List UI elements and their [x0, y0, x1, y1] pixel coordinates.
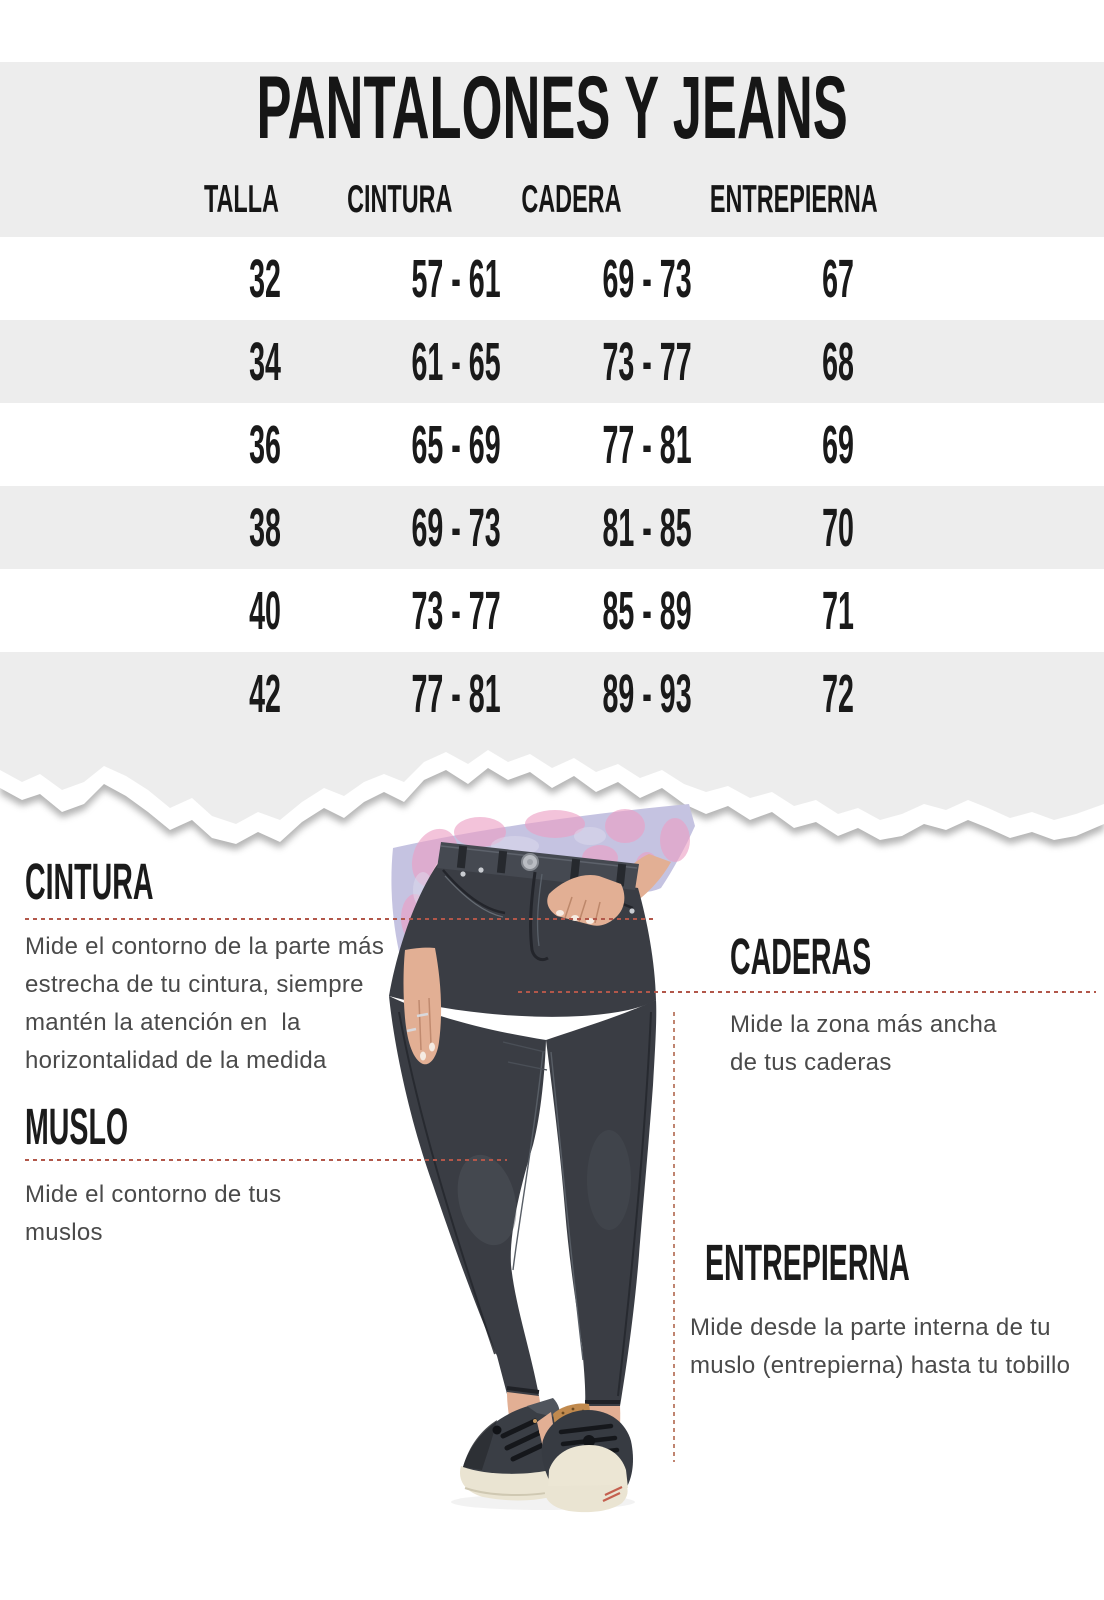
table-row — [0, 652, 1104, 735]
header-talla: TALLA — [203, 178, 279, 221]
cell-talla: 42 — [249, 663, 282, 724]
cell-cadera: 77 - 81 — [602, 414, 693, 475]
header-cadera: CADERA — [520, 178, 622, 221]
cell-talla: 32 — [249, 248, 282, 309]
table-row — [0, 237, 1104, 320]
muslo-heading: MUSLO — [25, 1098, 129, 1155]
caderas-measure-line — [518, 991, 1096, 993]
cell-entrepierna: 67 — [822, 248, 855, 309]
table-row — [0, 569, 1104, 652]
cintura-description: Mide el contorno de la parte más estrecha de tu cintura, siempre mantén la atención en la horizontalidad de la medida — [25, 933, 385, 1074]
entrepierna-measure-line — [673, 1012, 675, 1462]
header-cintura: CINTURA — [347, 178, 453, 221]
size-table — [0, 237, 1104, 735]
cell-talla: 40 — [249, 580, 282, 641]
cell-entrepierna: 70 — [822, 497, 855, 558]
caderas-description: Mide la zona más ancha de tus caderas — [730, 1011, 997, 1076]
table-row — [0, 320, 1104, 403]
table-row — [0, 403, 1104, 486]
cell-entrepierna: 68 — [822, 331, 855, 392]
cell-cadera: 69 - 73 — [602, 248, 693, 309]
cell-entrepierna: 71 — [822, 580, 855, 641]
entrepierna-description: Mide desde la parte interna de tu muslo (entrepierna) hasta tu tobillo — [690, 1314, 1071, 1379]
table-row — [0, 486, 1104, 569]
header-entrepierna: ENTREPIERNA — [710, 178, 879, 221]
caderas-heading: CADERAS — [730, 928, 872, 985]
cintura-measure-line — [25, 918, 653, 920]
cell-cintura: 73 - 77 — [411, 580, 502, 641]
cell-cintura: 65 - 69 — [411, 414, 502, 475]
cell-talla: 34 — [249, 331, 282, 392]
size-table-header — [170, 170, 934, 230]
entrepierna-heading: ENTREPIERNA — [705, 1234, 910, 1291]
cell-cadera: 81 - 85 — [602, 497, 693, 558]
cell-cintura: 77 - 81 — [411, 663, 502, 724]
cell-cintura: 61 - 65 — [411, 331, 502, 392]
cell-talla: 36 — [249, 414, 282, 475]
cell-cadera: 73 - 77 — [602, 331, 693, 392]
muslo-measure-line — [25, 1159, 507, 1161]
cell-cintura: 57 - 61 — [411, 248, 502, 309]
cell-cintura: 69 - 73 — [411, 497, 502, 558]
model-photo — [385, 800, 715, 1515]
cell-talla: 38 — [249, 497, 282, 558]
muslo-description: Mide el contorno de tus muslos — [25, 1181, 282, 1246]
page-title-text: PANTALONES Y JEANS — [256, 57, 848, 157]
cintura-heading: CINTURA — [25, 853, 154, 910]
cell-cadera: 89 - 93 — [602, 663, 693, 724]
cell-entrepierna: 72 — [822, 663, 855, 724]
black-jeans — [389, 842, 656, 1412]
page-title — [0, 57, 1104, 157]
cell-cadera: 85 - 89 — [602, 580, 693, 641]
cell-entrepierna: 69 — [822, 414, 855, 475]
